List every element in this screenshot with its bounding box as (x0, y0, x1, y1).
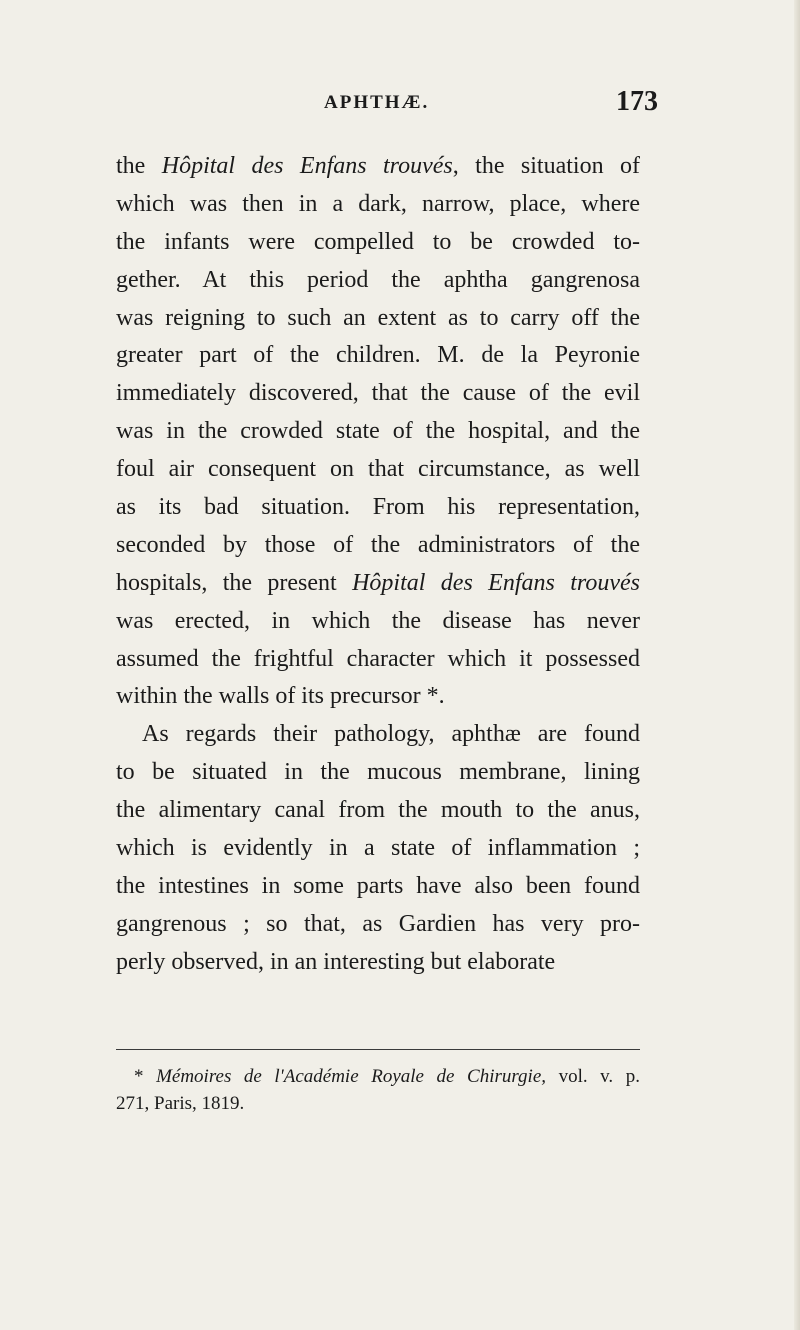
footnote-text-segment: 271, Paris, 1819. (116, 1093, 245, 1114)
text-segment: gether. At this period the aphtha gangrenosa (116, 266, 640, 293)
italic-segment: Hôpital des Enfans trouvés (161, 153, 453, 179)
italic-segment: Hôpital des Enfans trouvés (352, 569, 640, 596)
text-line (116, 527, 640, 565)
text-line (116, 262, 640, 300)
text-segment: foul air consequent on that circumstance, as well (116, 456, 640, 483)
text-line (116, 300, 640, 338)
text-segment: which is evidently in a state of inflammation ; (116, 835, 640, 862)
text-line (116, 451, 640, 489)
text-line (116, 186, 640, 224)
text-segment: to be situated in the mucous membrane, lining (116, 759, 640, 786)
text-line (116, 224, 640, 262)
footnote-rule (116, 1049, 640, 1050)
text-line (116, 641, 640, 679)
body-text (116, 148, 640, 982)
text-segment: As regards their pathology, aphthæ are found (142, 721, 640, 748)
text-segment: the (116, 153, 162, 179)
text-segment: the alimentary canal from the mouth to the anus, (116, 797, 640, 824)
footnote-line (116, 1090, 640, 1117)
text-segment: was erected, in which the disease has never (116, 607, 640, 634)
text-segment: perly observed, in an interesting but elaborate (116, 948, 556, 975)
footnote (116, 1063, 640, 1117)
text-segment: immediately discovered, that the cause of the evil (116, 380, 640, 407)
running-head (0, 86, 800, 126)
text-line (116, 944, 640, 982)
page-number: 173 (616, 86, 658, 117)
text-segment: , the situation of (452, 153, 640, 179)
footnote-text-segment: * (134, 1066, 157, 1087)
text-line (116, 565, 640, 603)
footnote-text-segment: vol. v. p. (546, 1066, 640, 1087)
text-line (116, 830, 640, 868)
text-segment: which was then in a dark, narrow, place, where (116, 190, 640, 217)
text-line (116, 678, 640, 716)
text-segment: seconded by those of the administrators of the (116, 531, 640, 558)
text-line (116, 413, 640, 451)
text-line (116, 754, 640, 792)
text-segment: assumed the frightful character which it possessed (116, 645, 640, 672)
text-line (116, 906, 640, 944)
page-edge (794, 0, 800, 1330)
text-line (116, 375, 640, 413)
text-segment: was reigning to such an extent as to carry off the (116, 304, 640, 331)
text-segment: hospitals, the present (116, 569, 353, 596)
text-line (116, 868, 640, 906)
text-segment: within the walls of its precursor *. (116, 683, 445, 710)
text-segment: was in the crowded state of the hospital, and the (116, 418, 640, 445)
text-segment: gangrenous ; so that, as Gardien has very pro- (116, 910, 640, 937)
text-segment: as its bad situation. From his representation, (116, 494, 640, 521)
text-segment: greater part of the children. M. de la Peyronie (116, 342, 640, 369)
text-line (116, 489, 640, 527)
text-line (116, 148, 640, 186)
footnote-line (116, 1063, 640, 1090)
running-head-title: APHTHÆ. (324, 92, 430, 113)
text-segment: the infants were compelled to be crowded to- (116, 228, 640, 255)
footnote-italic-segment: Mémoires de l'Académie Royale de Chirurgie, (156, 1066, 547, 1087)
text-line (116, 792, 640, 830)
text-line (116, 603, 640, 641)
text-segment: the intestines in some parts have also been found (116, 872, 640, 899)
text-line (116, 337, 640, 375)
text-line (116, 716, 640, 754)
